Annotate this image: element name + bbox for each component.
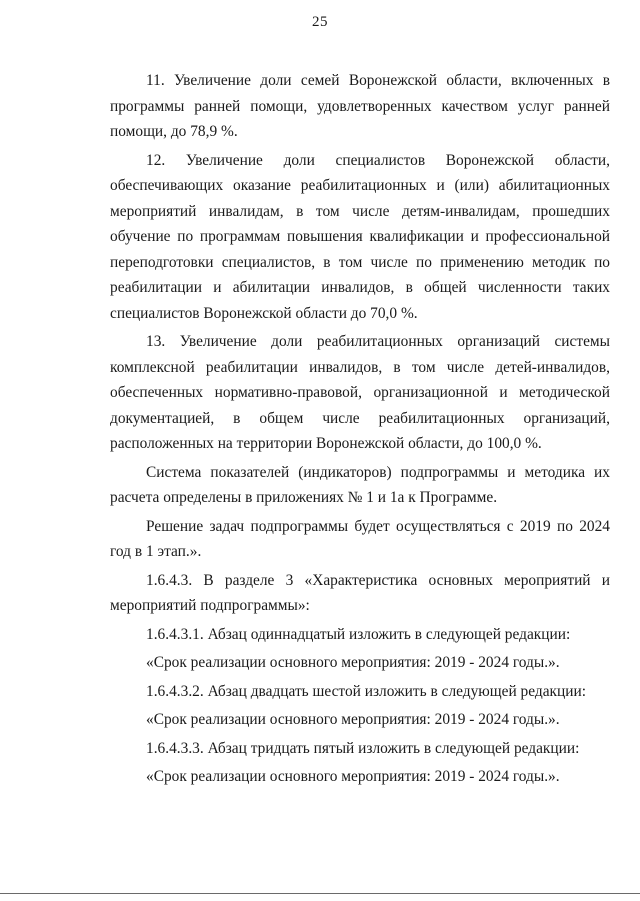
paragraph-amendment-1: 1.6.4.3.1. Абзац одиннадцатый изложить в следующей редакции: <box>146 625 571 643</box>
paragraph-indicator-13: 13. Увеличение доли реабилитационных организаций системы комплексной реабилитации инвалидов, в том числе детей-инвалидов, обеспеченных нормативно-правовой, организационной и методической документацией, в общем числе реабилитационных организаций, расположенных на территории Воронежской области, до 100,0 %. <box>110 333 610 452</box>
paragraph-indicator-11: 11. Увеличение доли семей Воронежской области, включенных в программы ранней помощи, удовлетворенных качеством услуг ранней помощи, до 78,9 %. <box>110 72 610 140</box>
paragraph-amendment-1-text: «Срок реализации основного мероприятия: 2019 - 2024 годы.». <box>146 654 560 671</box>
paragraph-indicator-12: 12. Увеличение доли специалистов Воронежской области, обеспечивающих оказание реабилитационных и (или) абилитационных мероприятий инвалидам, в том числе детям-инвалидам, прошедших обучение по программам повышения квалификации и профессиональной переподготовки специалистов, в том числе по применению методик по реабилитации и абилитации инвалидов, в общей численности таких специалистов Воронежской области до 70,0 %. <box>110 151 610 322</box>
page-number: 25 <box>312 14 328 30</box>
paragraph-amendment-2: 1.6.4.3.2. Абзац двадцать шестой изложить в следующей редакции: <box>146 682 586 700</box>
paragraph-task-period: Решение задач подпрограммы будет осуществляться с 2019 по 2024 год в 1 этап.». <box>110 517 610 560</box>
paragraph-amendment-2-text: «Срок реализации основного мероприятия: 2019 - 2024 годы.». <box>146 711 560 728</box>
document-body <box>110 68 610 790</box>
paragraph-indicator-system: Система показателей (индикаторов) подпрограммы и методика их расчета определены в приложениях № 1 и 1а к Программе. <box>110 463 610 506</box>
paragraph-amendment-3: 1.6.4.3.3. Абзац тридцать пятый изложить в следующей редакции: <box>146 739 580 757</box>
paragraph-section-3-heading: 1.6.4.3. В разделе 3 «Характеристика основных мероприятий и мероприятий подпрограммы»: <box>110 571 610 614</box>
page-bottom-edge <box>0 893 640 894</box>
paragraph-amendment-3-text: «Срок реализации основного мероприятия: 2019 - 2024 годы.». <box>146 768 560 785</box>
